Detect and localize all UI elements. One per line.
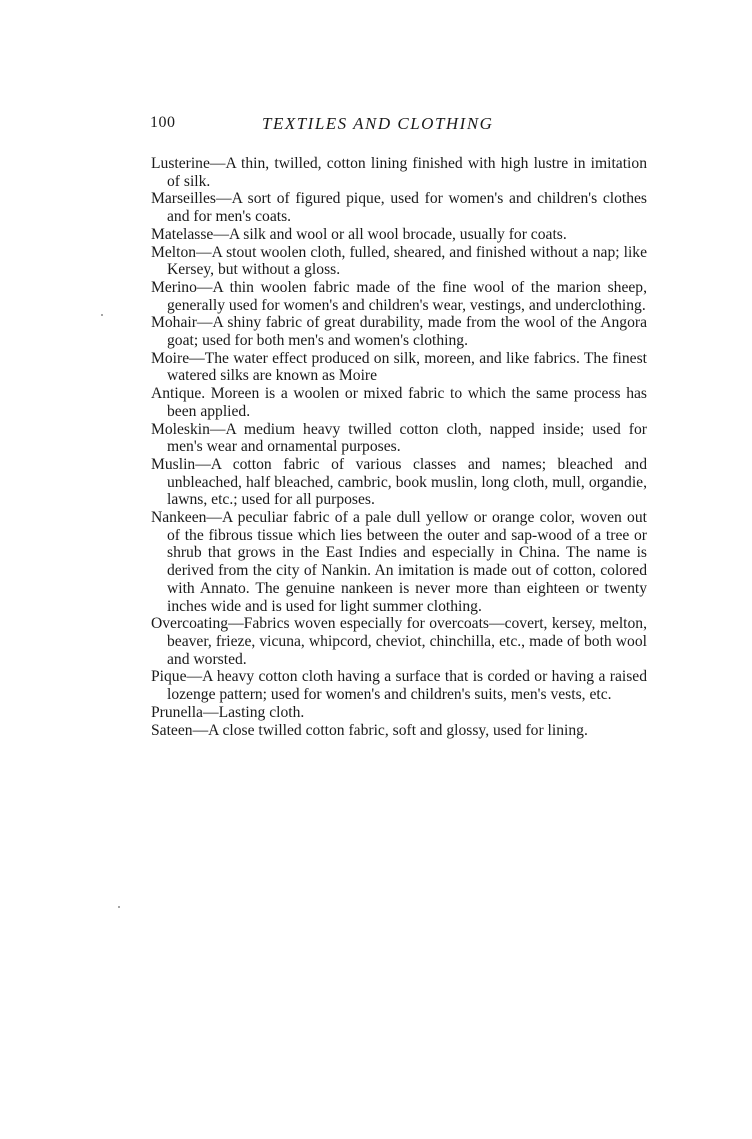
glossary-entry-matelasse (151, 226, 647, 244)
entry-definition: A sort of figured pique, used for women's and children's clothes and for men's coats. (167, 190, 647, 226)
entry-term: Pique (151, 668, 187, 686)
entry-definition: A peculiar fabric of a pale dull yellow or orange color, woven out of the fibrous tissue which lies between the outer and sap-wood of a tree or shrub that grows in the East Indies and especially in China. The name is derived from the city of Nankin. An imitation is made out of cotton, colored with Annato. The genuine nankeen is never more than eighteen or twenty inches wide and is used for light summer clothing. (167, 509, 647, 615)
entry-dash: — (206, 509, 223, 527)
glossary-entry-overcoating (151, 615, 647, 668)
entry-term: Muslin (151, 455, 196, 473)
glossary-entry-marseilles (151, 190, 647, 225)
entry-dash: — (228, 615, 244, 633)
entry-definition: Fabrics woven especially for overcoats—covert, kersey, melton, beaver, frieze, vicuna, whipcord, cheviot, chinchilla, etc., made of both wool and worsted. (167, 615, 647, 668)
entry-term: Moire (151, 349, 190, 367)
glossary-entry-muslin (151, 456, 647, 509)
entry-term: Overcoating (151, 615, 229, 633)
entry-term: Mohair (151, 314, 197, 332)
entry-dash: — (209, 420, 226, 438)
entry-dash: — (189, 349, 205, 367)
entry-term: Prunella (151, 703, 203, 721)
entry-definition: Moreen is a woolen or mixed fabric to which the same process has been applied. (167, 385, 647, 420)
scan-speck (118, 906, 120, 908)
entry-term: Antique. (151, 385, 206, 403)
entry-definition: A cotton fabric of various classes and names; bleached and unbleached, half bleached, cambric, book muslin, long cloth, mull, organdie, lawns, etc.; used for all purposes. (167, 455, 647, 509)
entry-term: Moleskin (151, 420, 210, 438)
entry-term: Lusterine (151, 155, 210, 172)
glossary-entry-prunella (151, 704, 647, 722)
glossary-entry-lusterine (151, 155, 647, 190)
entry-term: Nankeen (151, 509, 207, 527)
entry-definition: A medium heavy twilled cotton cloth, napped inside; used for men's wear and ornamental purposes. (167, 420, 647, 456)
entry-definition: A close twilled cotton fabric, soft and glossy, used for lining. (208, 721, 588, 739)
entry-definition: A thin woolen fabric made of the fine wool of the marion sheep, generally used for women's and children's wear, vestings, and underclothing. (167, 278, 647, 314)
entry-dash: — (209, 155, 226, 172)
entry-definition: The water effect produced on silk, moreen, and like fabrics. The finest watered silks are known as Moire (167, 349, 647, 385)
running-title: TEXTILES AND CLOTHING (262, 114, 494, 133)
entry-dash: — (213, 225, 229, 243)
entry-definition: A stout woolen cloth, fulled, sheared, and finished without a nap; like Kersey, but without a gloss. (167, 243, 647, 279)
running-head (150, 114, 650, 136)
entry-dash: — (196, 278, 213, 296)
entry-dash: — (202, 703, 219, 721)
glossary-entry-pique (151, 668, 647, 703)
scan-speck (101, 314, 103, 316)
glossary-entries (151, 155, 647, 739)
entry-dash: — (196, 243, 212, 261)
glossary-entry-moleskin (151, 421, 647, 456)
entry-term: Merino (151, 278, 197, 296)
entry-definition: A silk and wool or all wool brocade, usually for coats. (228, 225, 567, 243)
entry-term: Marseilles (151, 190, 216, 208)
entry-term: Melton (151, 243, 197, 261)
glossary-entry-moire (151, 350, 647, 385)
glossary-entry-antique (151, 385, 647, 420)
entry-term: Sateen (151, 721, 193, 739)
glossary-entry-melton (151, 244, 647, 279)
entry-dash: — (192, 721, 209, 739)
page-number: 100 (150, 114, 176, 131)
glossary-entry-sateen (151, 722, 647, 740)
glossary-entry-nankeen (151, 509, 647, 615)
entry-definition: Lasting cloth. (218, 703, 305, 721)
entry-term: Matelasse (151, 225, 214, 243)
entry-dash: — (195, 455, 211, 473)
entry-definition: A heavy cotton cloth having a surface that is corded or having a raised lozenge pattern; used for women's and children's suits, men's vests, etc. (167, 668, 647, 704)
glossary-entry-mohair (151, 314, 647, 349)
entry-dash: — (196, 314, 213, 332)
entry-dash: — (186, 668, 203, 686)
entry-definition: A shiny fabric of great durability, made from the wool of the Angora goat; used for both men's and women's clothing. (167, 314, 647, 350)
entry-definition: A thin, twilled, cotton lining finished with high lustre in imitation of silk. (167, 155, 647, 190)
glossary-entry-merino (151, 279, 647, 314)
entry-dash: — (215, 190, 232, 208)
